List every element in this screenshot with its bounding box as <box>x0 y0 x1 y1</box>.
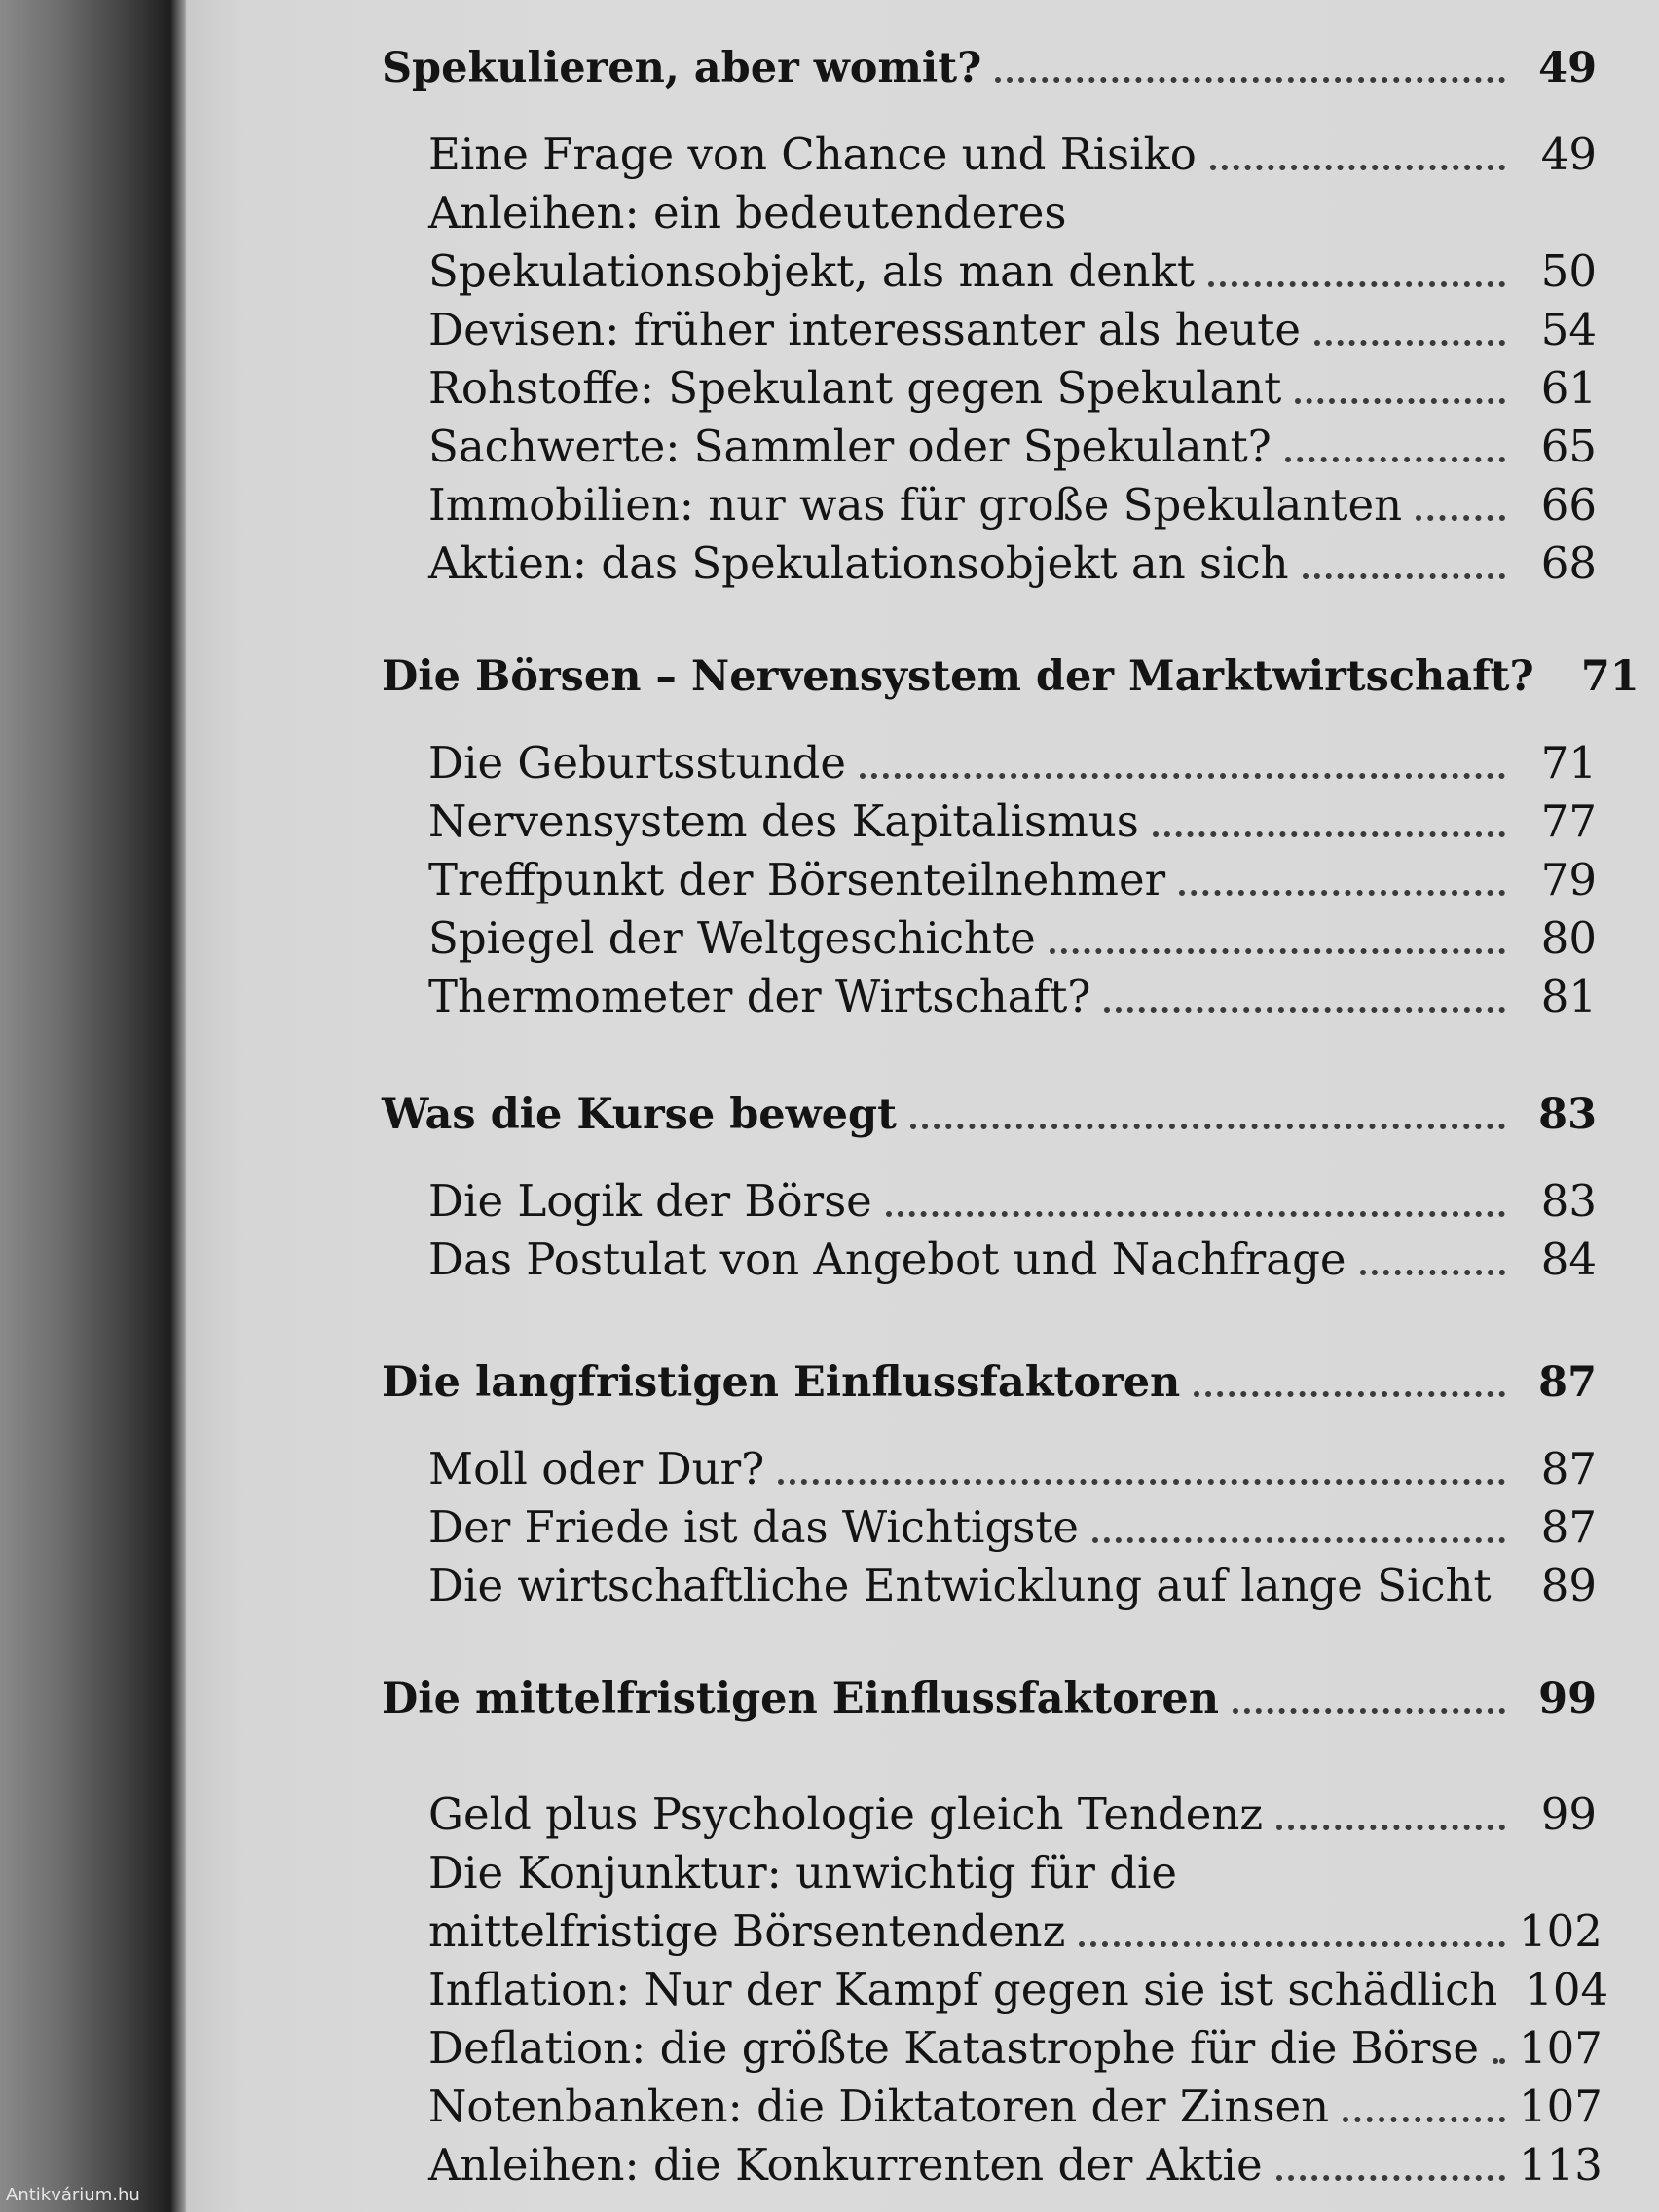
toc-entry <box>0 122 1597 180</box>
section-heading-title: Die langfristigen Einflussfaktoren <box>382 1358 1181 1407</box>
toc-entry-page-number: 81 <box>1540 971 1597 1022</box>
toc-entry <box>0 531 1597 589</box>
toc-entry-page-number: 68 <box>1540 537 1597 589</box>
toc-entry-page-number: 113 <box>1519 2139 1603 2191</box>
toc-entry-title: Immobilien: nur was für große Spekulanten <box>428 479 1403 531</box>
section-heading-title: Spekulieren, aber womit? <box>382 44 982 92</box>
dot-leader <box>1314 340 1505 346</box>
toc-entry-title: Anleihen: ein bedeutenderes <box>428 187 1067 239</box>
section-heading-page-number: 99 <box>1538 1675 1597 1723</box>
toc-entry <box>0 1227 1597 1285</box>
toc-entry-title: Moll oder Dur? <box>428 1443 765 1494</box>
toc-entry-page-number: 77 <box>1540 795 1597 847</box>
section-heading <box>0 643 1640 701</box>
toc-entry-page-number: 54 <box>1540 304 1597 355</box>
section-heading <box>0 1348 1597 1407</box>
toc-entry <box>0 1494 1597 1553</box>
toc-entry <box>0 847 1597 905</box>
toc-entry <box>0 2015 1603 2074</box>
toc-entry-page-number: 50 <box>1540 245 1597 297</box>
section-heading-title: Die mittelfristigen Einflussfaktoren <box>382 1675 1220 1723</box>
section-heading-page-number: 83 <box>1538 1090 1597 1139</box>
dot-leader <box>1493 2058 1505 2064</box>
section-heading-page-number: 71 <box>1580 652 1640 701</box>
toc-entry-page-number: 79 <box>1540 854 1597 905</box>
toc-entry-title: Inflation: Nur der Kampf gegen sie ist schädlich <box>428 1964 1498 2015</box>
toc-entry-page-number: 107 <box>1519 2081 1603 2132</box>
dot-leader <box>778 1479 1505 1485</box>
toc-entry-page-number: 66 <box>1540 479 1597 531</box>
dot-leader <box>1285 457 1505 462</box>
toc-entry <box>0 730 1597 789</box>
toc-entry-title: Anleihen: die Konkurrenten der Aktie <box>428 2139 1263 2191</box>
toc-entry-title: Die Konjunktur: unwichtig für die <box>428 1847 1178 1899</box>
dot-leader <box>1276 1825 1505 1830</box>
dot-leader <box>1303 573 1505 579</box>
toc-entry-title: Spiegel der Weltgeschichte <box>428 912 1036 964</box>
dot-leader <box>910 1124 1505 1129</box>
toc-entry <box>0 414 1597 472</box>
section-heading-title: Was die Kurse bewegt <box>382 1090 897 1139</box>
dot-leader <box>1360 1270 1505 1275</box>
toc-entry-page-number: 104 <box>1525 1964 1609 2015</box>
toc-entry-title: Spekulationsobjekt, als man denkt <box>428 245 1195 297</box>
toc-entry-title: Notenbanken: die Diktatoren der Zinsen <box>428 2081 1330 2132</box>
toc-entry <box>0 1840 1597 1899</box>
toc-entry-page-number: 65 <box>1540 421 1597 472</box>
toc-entry-title: Die Logik der Börse <box>428 1175 872 1227</box>
dot-leader <box>995 77 1505 83</box>
toc-entry <box>0 239 1597 297</box>
section-heading <box>0 34 1597 92</box>
toc-entry-page-number: 49 <box>1540 129 1597 180</box>
watermark: Antikvárium.hu <box>6 2185 140 2205</box>
section-heading <box>0 1081 1597 1139</box>
toc-entry-title: mittelfristige Börsentendenz <box>428 1905 1066 1957</box>
dot-leader <box>860 773 1505 779</box>
toc-entry-title: Thermometer der Wirtschaft? <box>428 971 1091 1022</box>
toc-entry <box>0 1899 1603 1957</box>
toc-entry-title: Das Postulat von Angebot und Nachfrage <box>428 1234 1346 1285</box>
toc-entry-title: Devisen: früher interessanter als heute <box>428 304 1301 355</box>
toc-entry-title: Die wirtschaftliche Entwicklung auf lange Sicht <box>428 1560 1492 1611</box>
toc-entry-page-number: 61 <box>1540 362 1597 414</box>
section-heading-page-number: 87 <box>1538 1358 1597 1407</box>
toc-entry <box>0 2074 1603 2132</box>
section-heading-title: Die Börsen – Nervensystem der Marktwirtschaft? <box>382 652 1534 701</box>
dot-leader <box>1050 948 1505 954</box>
toc-entry <box>0 355 1597 414</box>
toc-entry <box>0 1168 1597 1227</box>
dot-leader <box>1194 1391 1505 1397</box>
dot-leader <box>1208 281 1505 287</box>
toc-entry-title: Aktien: das Spekulationsobjekt an sich <box>428 537 1289 589</box>
dot-leader <box>1210 165 1505 170</box>
toc-entry-title: Nervensystem des Kapitalismus <box>428 795 1139 847</box>
section-heading <box>0 1665 1597 1723</box>
dot-leader <box>1153 831 1505 837</box>
toc-entry <box>0 1957 1609 2015</box>
toc-entry <box>0 964 1597 1022</box>
toc-entry-page-number: 107 <box>1519 2022 1603 2074</box>
toc-entry-page-number: 87 <box>1540 1443 1597 1494</box>
dot-leader <box>1276 2175 1505 2181</box>
dot-leader <box>1233 1708 1505 1714</box>
toc-entry-page-number: 87 <box>1540 1501 1597 1553</box>
toc-entry-page-number: 71 <box>1540 737 1597 789</box>
toc-entry-page-number: 99 <box>1540 1788 1597 1840</box>
dot-leader <box>1104 1007 1505 1013</box>
toc-entry-page-number: 84 <box>1540 1234 1597 1285</box>
toc-entry-title: Treffpunkt der Börsenteilnehmer <box>428 854 1166 905</box>
dot-leader <box>1416 515 1505 521</box>
dot-leader <box>886 1211 1505 1217</box>
toc-entry-title: Der Friede ist das Wichtigste <box>428 1501 1080 1553</box>
toc-entry-title: Geld plus Psychologie gleich Tendenz <box>428 1788 1264 1840</box>
section-heading-page-number: 49 <box>1538 44 1597 92</box>
dot-leader <box>1079 1941 1505 1947</box>
toc-entry <box>0 789 1597 847</box>
toc-entry <box>0 180 1597 239</box>
toc-entry <box>0 1782 1597 1840</box>
toc-entry <box>0 472 1597 531</box>
toc-entry <box>0 297 1597 355</box>
dot-leader <box>1092 1537 1505 1543</box>
dot-leader <box>1179 890 1505 896</box>
toc-entry <box>0 1553 1597 1611</box>
toc-entry-title: Rohstoffe: Spekulant gegen Spekulant <box>428 362 1282 414</box>
toc-entry-page-number: 102 <box>1519 1905 1603 1957</box>
toc-entry-title: Die Geburtsstunde <box>428 737 847 789</box>
toc-entry <box>0 1436 1597 1494</box>
toc-entry-page-number: 89 <box>1540 1560 1597 1611</box>
toc-entry <box>0 905 1597 964</box>
toc-entry-page-number: 80 <box>1540 912 1597 964</box>
dot-leader <box>1295 398 1505 404</box>
toc-entry <box>0 2132 1603 2191</box>
toc-entry-title: Sachwerte: Sammler oder Spekulant? <box>428 421 1272 472</box>
toc-entry-title: Eine Frage von Chance und Risiko <box>428 129 1197 180</box>
toc-entry-title: Deflation: die größte Katastrophe für die Börse <box>428 2022 1480 2074</box>
toc-entry-page-number: 83 <box>1540 1175 1597 1227</box>
dot-leader <box>1343 2117 1505 2122</box>
